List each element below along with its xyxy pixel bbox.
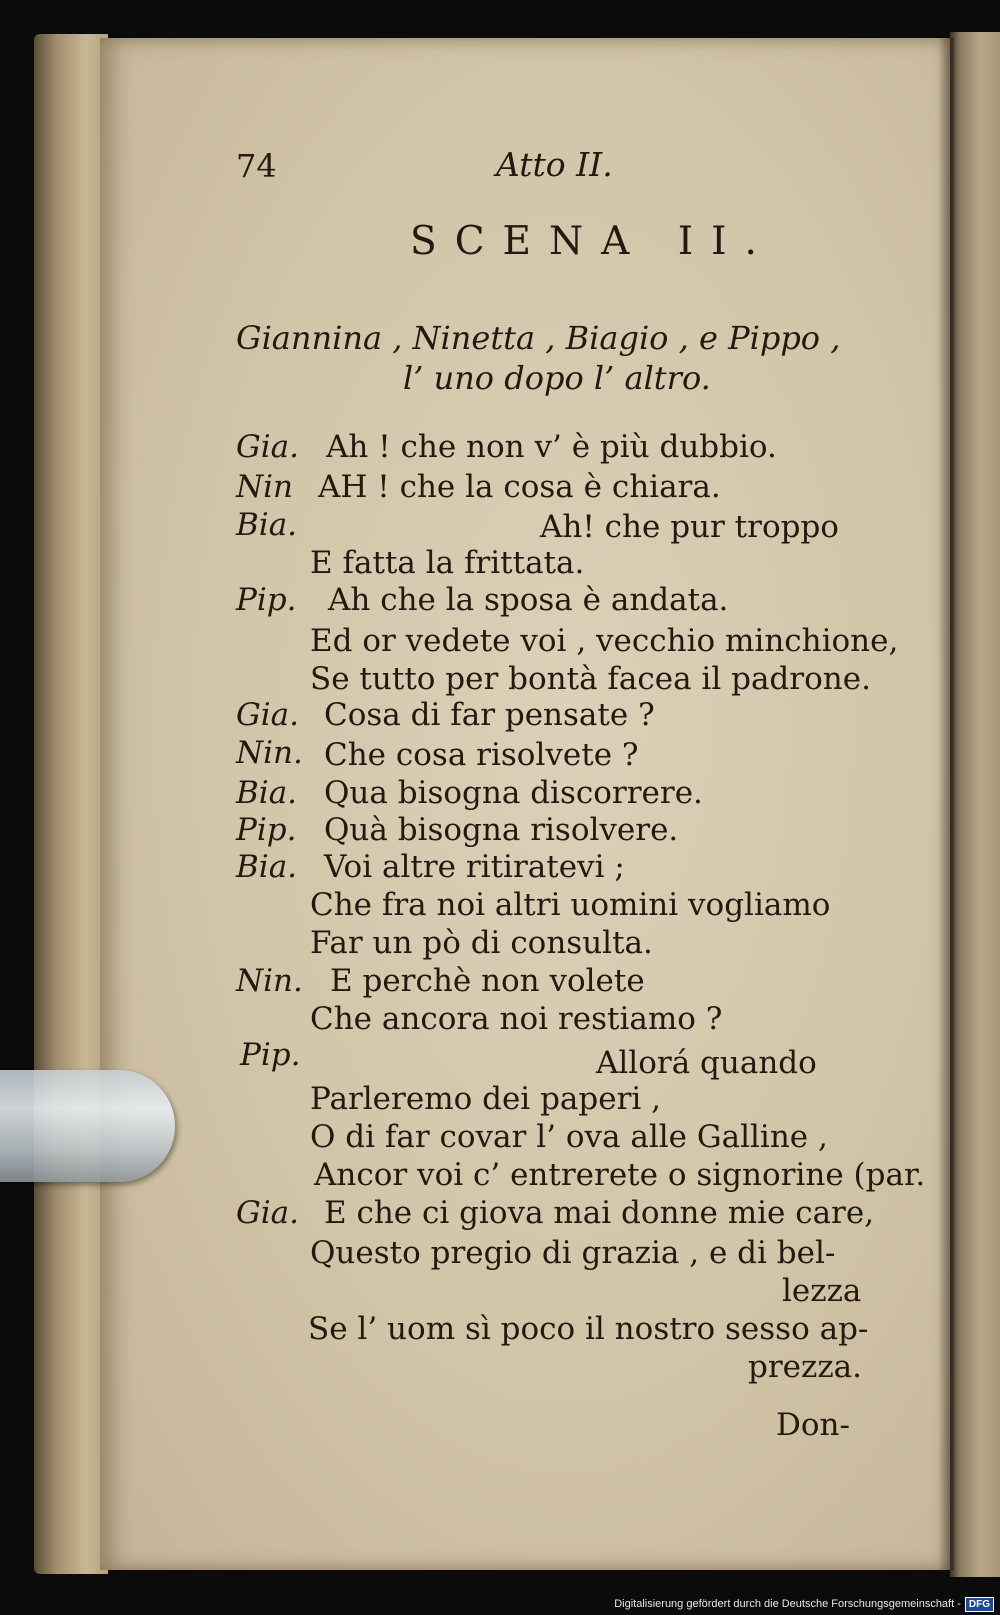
dialogue-line: Che fra noi altri uomini vogliamo (310, 887, 831, 923)
gutter-shadow (938, 38, 954, 1570)
running-head: Atto II. (496, 145, 613, 184)
speaker-label: Pip. (236, 582, 297, 618)
dialogue-line: Ed or vedete voi , vecchio minchione, (310, 623, 899, 659)
dialogue-line: lezza (782, 1273, 862, 1309)
cast-list-line-2: l’ uno dopo l’ altro. (403, 359, 711, 397)
dialogue-line: Ancor voi c’ entrerete o signorine (par. (314, 1157, 926, 1193)
dialogue-line: O di far covar l’ ova alle Galline , (310, 1119, 828, 1155)
dialogue-line: Qua bisogna discorrere. (324, 775, 703, 811)
dialogue-line: Questo pregio di grazia , e di bel- (310, 1235, 836, 1271)
catchword: Don- (776, 1407, 850, 1443)
dfg-logo: DFG (965, 1597, 994, 1612)
dialogue-line: prezza. (748, 1349, 863, 1385)
dialogue-line: Cosa di far pensate ? (324, 697, 655, 733)
dialogue-line: Quà bisogna risolvere. (324, 812, 679, 848)
dialogue-line: AH ! che la cosa è chiara. (318, 469, 721, 505)
dialogue-line: Parleremo dei paperi , (310, 1081, 662, 1117)
dialogue-line: Far un pò di consulta. (310, 925, 653, 961)
speaker-label: Nin (236, 469, 294, 505)
scene-title: SCENA II. (410, 219, 775, 264)
dialogue-line: E che ci giova mai donne mie care, (324, 1195, 875, 1231)
speaker-label: Nin. (236, 735, 303, 771)
dialogue-line: Che ancora noi restiamo ? (310, 1001, 723, 1037)
digitization-credit (614, 1596, 994, 1612)
speaker-label: Gia. (236, 697, 300, 733)
page-stack-edge (34, 34, 108, 1574)
dialogue-line: Se l’ uom sì poco il nostro sesso ap- (308, 1311, 869, 1347)
page-holder-clip (0, 1070, 175, 1182)
speaker-label: Bia. (236, 507, 298, 543)
dialogue-line: Che cosa risolvete ? (324, 737, 639, 773)
speaker-label: Bia. (236, 849, 298, 885)
speaker-label: Pip. (240, 1037, 301, 1073)
credit-text: Digitalisierung gefördert durch die Deutsche Forschungsgemeinschaft - (614, 1598, 961, 1610)
speaker-label: Nin. (236, 963, 303, 999)
dialogue-line: Se tutto per bontà facea il padrone. (310, 661, 871, 697)
dialogue-line: Ah ! che non v’ è più dubbio. (326, 429, 777, 465)
dialogue-line: Ah che la sposa è andata. (328, 582, 729, 618)
dialogue-line: Ah! che pur troppo (540, 509, 839, 545)
speaker-label: Gia. (236, 429, 300, 465)
facing-page-edge (950, 32, 1000, 1577)
page-number: 74 (236, 147, 277, 185)
dialogue-line: Voi altre ritiratevi ; (324, 849, 625, 885)
speaker-label: Pip. (236, 812, 297, 848)
speaker-label: Bia. (236, 775, 298, 811)
dialogue-line: Allorá quando (596, 1045, 817, 1081)
speaker-label: Gia. (236, 1195, 300, 1231)
dialogue-line: E perchè non volete (330, 963, 645, 999)
cast-list-line-1: Giannina , Ninetta , Biagio , e Pippo , (236, 319, 841, 357)
dialogue-line: E fatta la frittata. (310, 545, 585, 581)
